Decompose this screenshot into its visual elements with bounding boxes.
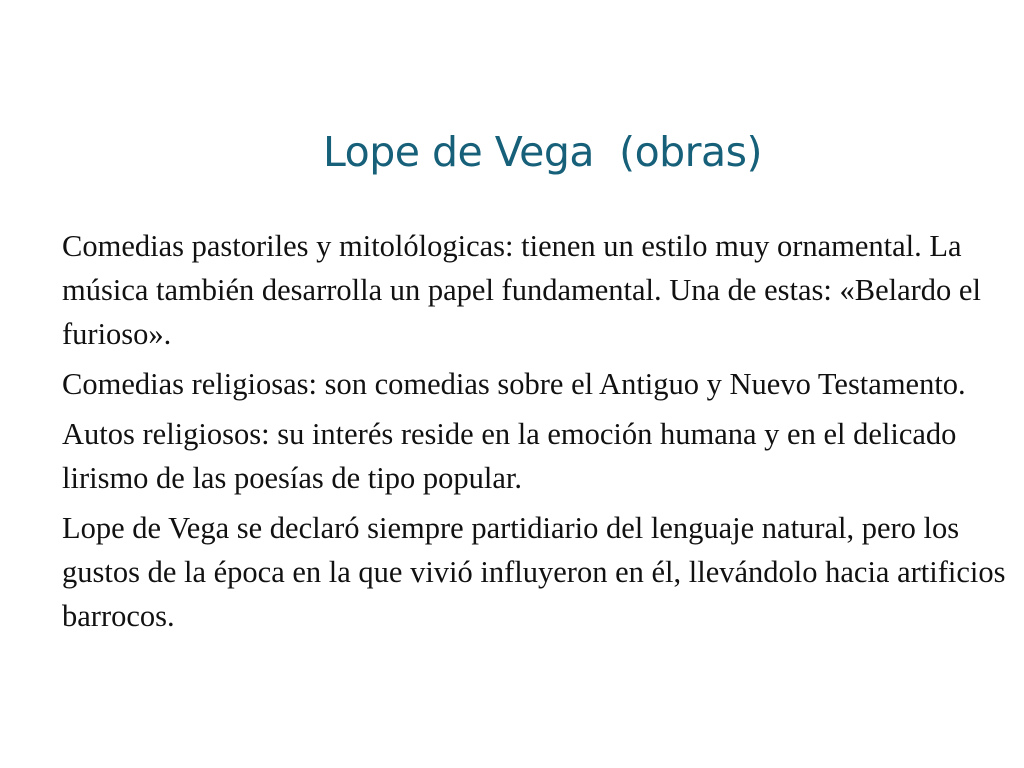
slide-title: Lope de Vega (obras) bbox=[323, 128, 763, 176]
body-paragraph-comedias-religiosas: Comedias religiosas: son comedias sobre el Antiguo y Nuevo Testamento. bbox=[62, 367, 966, 401]
slide-body bbox=[62, 224, 1017, 638]
body-paragraph-comedias-pastoriles: Comedias pastoriles y mitolólogicas: tienen un estilo muy ornamental. La música también desarrolla un papel fundamental. Una de estas: «Belardo el furioso». bbox=[62, 229, 981, 351]
body-paragraph-lenguaje-natural: Lope de Vega se declaró siempre partidiario del lenguaje natural, pero los gustos de la época en la que vivió influyeron en él, llevándolo hacia artificios barrocos. bbox=[62, 511, 1006, 633]
body-paragraph-autos-religiosos: Autos religiosos: su interés reside en la emoción humana y en el delicado lirismo de las poesías de tipo popular. bbox=[62, 417, 957, 495]
